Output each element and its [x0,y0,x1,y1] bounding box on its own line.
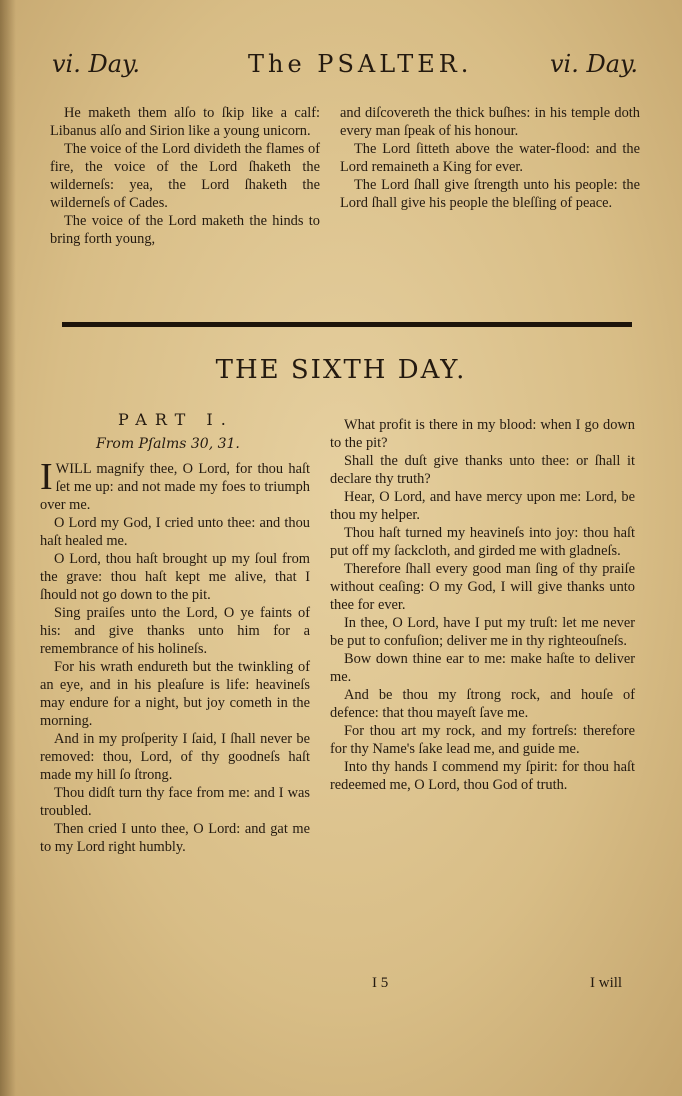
bottom-right-column [330,416,635,794]
verse: Thou didſt turn thy face from me: and I was troubled. [40,785,310,819]
first-verse-text: WILL magnify thee, O Lord, for thou haſt ſet me up: and not made my foes to triumph over me. [40,461,310,513]
verse: Thou haſt turned my heavineſs into joy: thou haſt put off my ſackcloth, and girded me with gladneſs. [330,525,635,559]
part-heading: PART I. [118,410,234,429]
first-verse [40,456,310,514]
verse: Sing praiſes unto the Lord, O ye faints of his: and give thanks unto him for a remembrance of his holineſs. [40,605,310,657]
verse: Hear, O Lord, and have mercy upon me: Lord, be thou my helper. [330,489,635,523]
verse: Into thy hands I commend my ſpirit: for thou haſt redeemed me, O Lord, thou God of truth. [330,759,635,793]
psalm-reference: From Pſalms 30, 31. [96,436,240,452]
verse: For his wrath endureth but the twinkling of an eye, and in his pleaſure is life: heavineſs may endure for a night, but joy cometh in the morning. [40,659,310,729]
verse: And be thou my ſtrong rock, and houſe of defence: that thou mayeſt ſave me. [330,687,635,721]
section-rule [62,322,632,327]
top-right-column [340,104,640,212]
verse: The Lord ſhall give ſtrength unto his people: the Lord ſhall give his people the bleſſing of peace. [340,177,640,211]
bottom-left-column [40,456,310,856]
running-head-title: The PSALTER. [248,50,473,78]
running-head-left: vi. Day. [52,50,141,78]
verse: Then cried I unto thee, O Lord: and gat me to my Lord right humbly. [40,821,310,855]
page-edge-shadow [0,0,16,1096]
verse: O Lord, thou haſt brought up my ſoul from the grave: thou haſt kept me alive, that I ſhould not go down to the pit. [40,551,310,603]
verse: What profit is there in my blood: when I go down to the pit? [330,417,635,451]
verse: For thou art my rock, and my fortreſs: therefore for thy Name's ſake lead me, and guide me. [330,723,635,757]
verse: The Lord ſitteth above the water-flood: and the Lord remaineth a King for ever. [340,141,640,175]
drop-cap: I [40,456,53,498]
running-head-right: vi. Day. [549,50,638,78]
verse: and diſcovereth the thick buſhes: in his temple doth every man ſpeak of his honour. [340,105,640,139]
verse: Therefore ſhall every good man ſing of thy praiſe without ceaſing: O my God, I will give thanks unto thee for ever. [330,561,635,613]
signature-mark: I 5 [372,975,389,991]
verse: Shall the duſt give thanks unto thee: or ſhall it declare thy truth? [330,453,635,487]
running-head [48,50,638,90]
verse: O Lord my God, I cried unto thee: and thou haſt healed me. [40,515,310,549]
verse: And in my proſperity I ſaid, I ſhall never be removed: thou, Lord, of thy goodneſs haſt made my hill ſo ſtrong. [40,731,310,783]
catchword: I will [590,975,623,991]
verse: The voice of the Lord maketh the hinds to bring forth young, [50,213,320,247]
day-heading: THE SIXTH DAY. [215,355,467,385]
top-left-column [50,104,320,248]
verse: The voice of the Lord divideth the flames of fire, the voice of the Lord ſhaketh the wilderneſs: yea, the Lord ſhaketh the wilderneſs of Cades. [50,141,320,211]
verse: Bow down thine ear to me: make haſte to deliver me. [330,651,635,685]
verse: He maketh them alſo to ſkip like a calf: Libanus alſo and Sirion like a young unicorn. [50,105,320,139]
verse: In thee, O Lord, have I put my truſt: let me never be put to confuſion; deliver me in thy righteouſneſs. [330,615,635,649]
